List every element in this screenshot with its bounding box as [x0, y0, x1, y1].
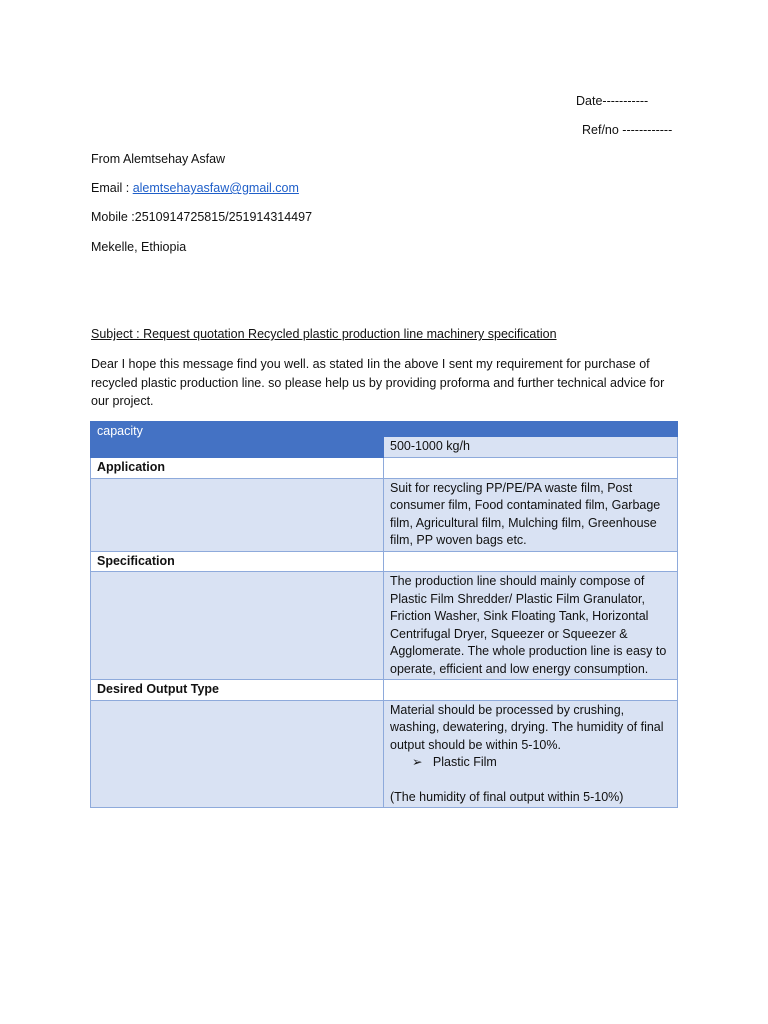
output-bullet-text: Plastic Film	[432, 755, 497, 769]
table-row	[91, 572, 678, 680]
specification-value: The production line should mainly compose of Plastic Film Shredder/ Plastic Film Granulator, Friction Washer, Sink Floating Tank, Horizontal Centrifugal Dryer, Squeezer or Squeezer & Agglomerate. The whole production line is easy to operate, efficient and low energy consumption.	[384, 572, 678, 680]
specification-label: Specification	[91, 551, 384, 572]
output-label: Desired Output Type	[91, 680, 384, 701]
table-row	[91, 478, 678, 551]
blank-cell	[384, 458, 678, 479]
capacity-value: 500-1000 kg/h	[384, 437, 678, 458]
subject-line: Subject : Request quotation Recycled plastic production line machinery specification	[91, 327, 557, 341]
specification-table	[90, 421, 678, 808]
from-line: From Alemtsehay Asfaw	[91, 152, 226, 166]
date-line: Date-----------	[576, 94, 649, 108]
email-line	[91, 181, 299, 195]
blank-cell	[91, 700, 384, 808]
output-value-cell	[384, 700, 678, 808]
table-row	[91, 680, 678, 701]
spacer	[390, 772, 671, 789]
output-value: Material should be processed by crushing, washing, dewatering, drying. The humidity of final output should be within 5-10%.	[390, 702, 664, 752]
blank-cell	[384, 680, 678, 701]
body-paragraph: Dear I hope this message find you well. as stated Iin the above I sent my requirement for purchase of recycled plastic production line. so please help us by providing proforma and further technical advice for our project.	[91, 357, 665, 408]
bullet-arrow-icon: ➢	[412, 755, 423, 769]
application-label: Application	[91, 458, 384, 479]
ref-line: Ref/no ------------	[582, 123, 673, 137]
blank-cell	[384, 551, 678, 572]
location-line: Mekelle, Ethiopia	[91, 240, 187, 254]
email-link[interactable]: alemtsehayasfaw@gmail.com	[132, 181, 299, 195]
table-row	[91, 458, 678, 479]
table-row	[91, 422, 678, 437]
application-value: Suit for recycling PP/PE/PA waste film, Post consumer film, Food contaminated film, Garbage film, Agricultural film, Mulching film, Greenhouse film, PP woven bags etc.	[384, 478, 678, 551]
email-label: Email :	[91, 181, 133, 195]
mobile-line: Mobile :2510914725815/251914314497	[91, 210, 313, 224]
output-bullet-item	[390, 754, 671, 772]
output-note: (The humidity of final output within 5-10%)	[390, 789, 624, 804]
capacity-label: capacity	[97, 424, 143, 438]
capacity-label-cell	[91, 422, 384, 458]
blank-cell	[91, 478, 384, 551]
table-row	[91, 700, 678, 808]
table-row	[91, 551, 678, 572]
blank-cell	[91, 572, 384, 680]
header-blank-cell	[384, 422, 678, 437]
